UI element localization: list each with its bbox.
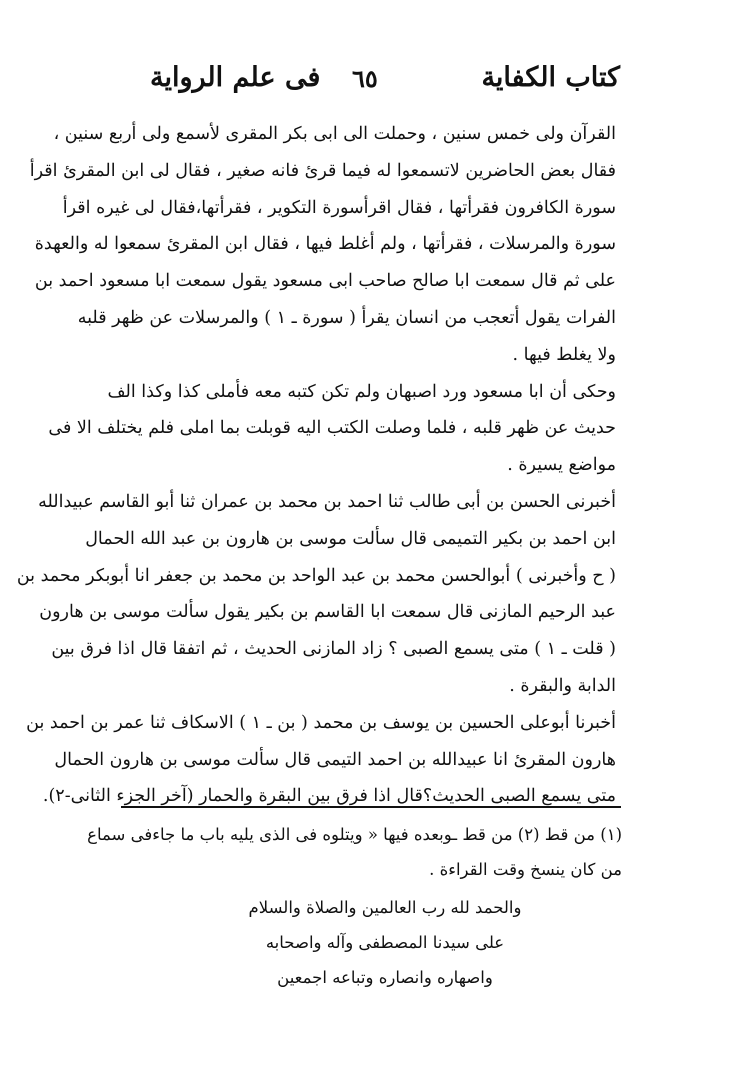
footnote-line: من كان ينسخ وقت القراءة . — [429, 860, 622, 879]
footnote-divider — [121, 806, 621, 808]
main-text — [16, 116, 616, 815]
text-line: حديث عن ظهر قلبه ، فلما وصلت الكتب اليه قوبلت بما املى فلم يختلف الا فى — [48, 418, 616, 439]
book-title: كتاب الكفاية — [481, 62, 620, 93]
text-line: عبد الرحيم المازنى قال سمعت ابا القاسم بن بكير يقول سألت موسى بن هارون — [39, 602, 616, 623]
text-line: ( قلت ـ ١ ) متى يسمع الصبى ؟ زاد المازنى الحديث ، ثم اتفقا قال اذا فرق بين — [51, 639, 616, 660]
text-line: الفرات يقول أتعجب من انسان يقرأ ( سورة ـ ١ ) والمرسلات عن ظهر قلبه — [77, 307, 616, 328]
text-line: أخبرنا أبوعلى الحسين بن يوسف بن محمد ( بن ـ ١ ) الاسكاف ثنا عمر بن احمد بن — [26, 712, 616, 733]
text-line: على ثم قال سمعت ابا صالح صاحب ابى مسعود يقول سمعت ابا مسعود احمد بن — [34, 271, 616, 292]
text-line: سورة الكافرون فقرأتها ، فقال اقرأسورة التكوير ، فقرأتها،فقال لى غيره اقرأ — [62, 197, 616, 218]
colophon-line: والحمد لله رب العالمين والصلاة والسلام — [248, 898, 522, 917]
text-line: هارون المقرئ انا عبيدالله بن احمد التيمى قال سألت موسى بن هارون الحمال — [54, 749, 616, 770]
page-number: ٦٥ — [352, 64, 378, 93]
text-line: ( ح وأخبرنى ) أبوالحسن محمد بن عبد الواحد بن محمد بن جعفر انا أبوبكر محمد بن — [16, 565, 616, 586]
text-line: سورة والمرسلات ، فقرأتها ، ولم أغلط فيها ، فقال ابن المقرئ سمعوا له والعهدة — [34, 234, 616, 255]
text-line: مواضع يسيرة . — [507, 455, 616, 476]
footnote-line: (١) من قط (٢) من قط ـوبعده فيها « ويتلوه فى الذى يليه باب ما جاءفى سماع — [87, 825, 622, 844]
colophon — [240, 890, 530, 995]
colophon-line: واصهاره وانصاره وتباعه اجمعين — [277, 968, 493, 987]
text-line: متى يسمع الصبى الحديث؟قال اذا فرق بين البقرة والحمار (آخر الجزء الثانى-٢). — [42, 786, 616, 807]
text-line: ابن احمد بن بكير التميمى قال سألت موسى بن هارون بن عبد الله الحمال — [85, 528, 616, 549]
text-line: القرآن ولى خمس سنين ، وحملت الى ابى بكر المقرى لأسمع ولى أربع سنين ، — [53, 124, 616, 144]
footnotes — [87, 817, 622, 887]
book-subtitle: فى علم الرواية — [150, 62, 321, 93]
colophon-line: على سيدنا المصطفى وآله واصحابه — [265, 933, 505, 952]
page-header — [150, 62, 620, 102]
text-line: أخبرنى الحسن بن أبى طالب ثنا احمد بن محمد بن عمران ثنا أبو القاسم عبيدالله — [38, 491, 616, 512]
text-line: فقال بعض الحاضرين لاتسمعوا له فيما قرئ فانه صغير ، فقال لى ابن المقرئ اقرأ — [29, 160, 616, 181]
text-line: ولا يغلط فيها . — [512, 344, 616, 365]
text-line: الدابة والبقرة . — [509, 675, 616, 696]
text-line: وحكى أن ابا مسعود ورد اصبهان ولم تكن كتبه معه فأملى كذا وكذا الف — [107, 381, 616, 402]
